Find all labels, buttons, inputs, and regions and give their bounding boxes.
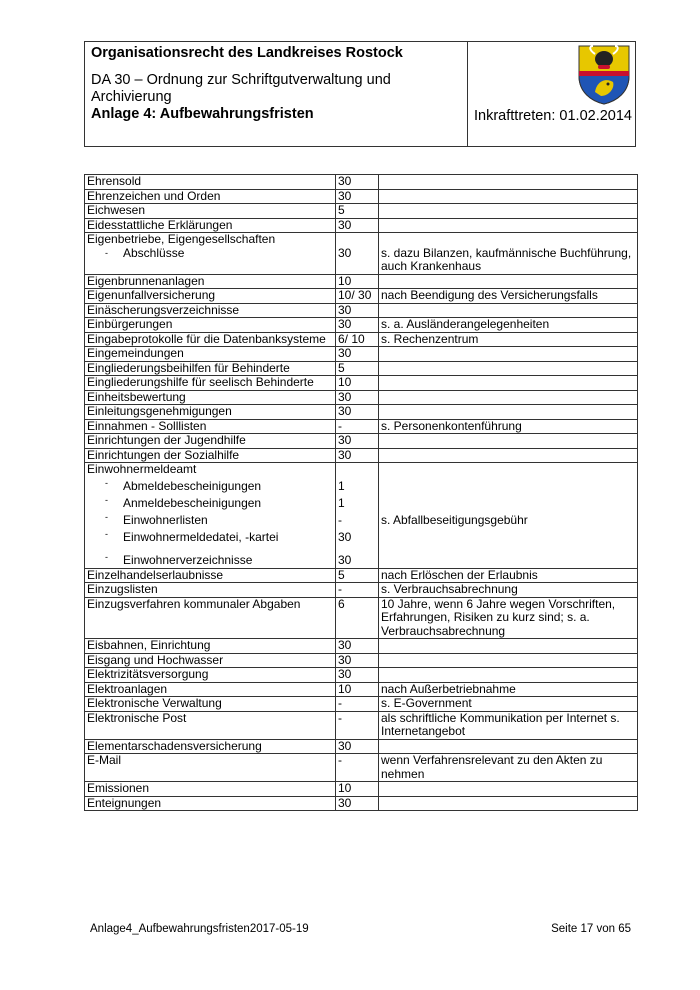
record-name: Einrichtungen der Sozialhilfe	[85, 448, 336, 463]
record-name: Elektronische Verwaltung	[85, 697, 336, 712]
sub-record-note: s. dazu Bilanzen, kaufmännische Buchführung, auch Krankenhaus	[381, 245, 632, 273]
record-note: als schriftliche Kommunikation per Internet s. Internetangebot	[379, 711, 638, 739]
retention-period: 5	[336, 568, 379, 583]
record-note	[379, 361, 638, 376]
table-row	[85, 189, 638, 204]
record-name: Elektronische Post	[85, 711, 336, 739]
table-row	[85, 697, 638, 712]
table-row	[85, 434, 638, 449]
record-name: Einäscherungsverzeichnisse	[85, 303, 336, 318]
retention-period: -	[336, 711, 379, 739]
sub-record-name: - Einwohnermeldedatei, -kartei	[87, 528, 333, 545]
table-row	[85, 332, 638, 347]
retention-period: -	[336, 697, 379, 712]
header-divider	[467, 42, 468, 146]
sub-record-name: - Abschlüsse	[87, 247, 333, 261]
record-name: Eingliederungshilfe für seelisch Behinderte	[85, 376, 336, 391]
retention-table	[84, 174, 638, 811]
record-note	[379, 390, 638, 405]
sub-retention-period: 30	[338, 529, 352, 544]
record-note: nach Beendigung des Versicherungsfalls	[379, 289, 638, 304]
retention-period: 30	[336, 668, 379, 683]
record-name: Elektroanlagen	[85, 682, 336, 697]
record-note	[379, 782, 638, 797]
retention-period: 10	[336, 274, 379, 289]
retention-period: 10	[336, 782, 379, 797]
retention-period: 30	[336, 189, 379, 204]
table-row	[85, 274, 638, 289]
record-note	[379, 434, 638, 449]
record-note	[379, 274, 638, 289]
record-note	[379, 204, 638, 219]
header-subtitle: DA 30 – Ordnung zur Schriftgutverwaltung und Archivierung	[91, 72, 391, 105]
retention-period: 30	[336, 390, 379, 405]
record-note-group	[379, 233, 638, 275]
footer-filename: Anlage4_Aufbewahrungsfristen2017-05-19	[90, 923, 309, 935]
sub-retention-period: 1	[338, 478, 345, 493]
record-name: Einzugsverfahren kommunaler Abgaben	[85, 597, 336, 639]
table-row	[85, 653, 638, 668]
sub-retention-period: 1	[338, 495, 345, 510]
record-note: nach Erlöschen der Erlaubnis	[379, 568, 638, 583]
retention-period: 30	[336, 347, 379, 362]
retention-period-group	[336, 233, 379, 275]
record-note: nach Außerbetriebnahme	[379, 682, 638, 697]
record-name: Einzugslisten	[85, 583, 336, 598]
retention-period: 30	[336, 303, 379, 318]
table-row	[85, 347, 638, 362]
retention-period-group	[336, 463, 379, 569]
table-row	[85, 390, 638, 405]
sub-retention-period: 30	[338, 552, 352, 567]
sub-record-name: - Abmeldebescheinigungen	[87, 477, 333, 494]
table-row	[85, 204, 638, 219]
table-row	[85, 568, 638, 583]
record-note: s. Verbrauchsabrechnung	[379, 583, 638, 598]
record-note	[379, 347, 638, 362]
record-name: Emissionen	[85, 782, 336, 797]
record-name: Eingabeprotokolle für die Datenbanksysteme	[85, 332, 336, 347]
record-group-title: Eigenbetriebe, Eigengesellschaften	[87, 232, 276, 246]
table-row	[85, 668, 638, 683]
record-name: Einnahmen - Solllisten	[85, 419, 336, 434]
retention-period: 30	[336, 434, 379, 449]
record-name: Elementarschadensversicherung	[85, 739, 336, 754]
table-row	[85, 639, 638, 654]
record-note-group	[379, 463, 638, 569]
record-note	[379, 405, 638, 420]
table-row	[85, 318, 638, 333]
record-name: Eidesstattliche Erklärungen	[85, 218, 336, 233]
record-note	[379, 796, 638, 811]
record-note	[379, 175, 638, 190]
retention-period: 5	[336, 204, 379, 219]
record-name: Eigenunfallversicherung	[85, 289, 336, 304]
record-name: Ehrenzeichen und Orden	[85, 189, 336, 204]
sub-record-note	[381, 551, 635, 568]
sub-record-name: - Anmeldebescheinigungen	[87, 494, 333, 511]
table-row	[85, 405, 638, 420]
retention-period: 30	[336, 796, 379, 811]
header-title: Organisationsrecht des Landkreises Rostock	[91, 45, 403, 61]
retention-period: 5	[336, 361, 379, 376]
record-note	[379, 639, 638, 654]
sub-retention-period: 30	[338, 245, 352, 260]
record-note	[379, 448, 638, 463]
record-group	[85, 463, 336, 569]
record-name: Eichwesen	[85, 204, 336, 219]
header-effective-date: Inkrafttreten: 01.02.2014	[474, 108, 632, 124]
record-note	[379, 303, 638, 318]
sub-record-name: - Einwohnerlisten	[87, 511, 333, 528]
record-name: Eigenbrunnenanlagen	[85, 274, 336, 289]
record-name: Eingemeindungen	[85, 347, 336, 362]
record-note	[379, 653, 638, 668]
record-note	[379, 189, 638, 204]
table-row	[85, 361, 638, 376]
record-group	[85, 233, 336, 275]
table-row	[85, 419, 638, 434]
record-note: s. Rechenzentrum	[379, 332, 638, 347]
record-note	[379, 218, 638, 233]
record-name: E-Mail	[85, 754, 336, 782]
record-name: Elektrizitätsversorgung	[85, 668, 336, 683]
table-row	[85, 739, 638, 754]
document-header	[84, 41, 636, 147]
sub-record-name: - Einwohnerverzeichnisse	[87, 551, 333, 568]
table-row	[85, 289, 638, 304]
sub-record-note	[381, 494, 635, 511]
retention-period: 30	[336, 653, 379, 668]
table-row	[85, 303, 638, 318]
record-name: Eisbahnen, Einrichtung	[85, 639, 336, 654]
retention-period: 30	[336, 739, 379, 754]
retention-period: 30	[336, 639, 379, 654]
coat-of-arms-icon	[577, 44, 631, 106]
table-row	[85, 711, 638, 739]
retention-period: 10	[336, 376, 379, 391]
record-note: wenn Verfahrensrelevant zu den Akten zu nehmen	[379, 754, 638, 782]
record-name: Eingliederungsbeihilfen für Behinderte	[85, 361, 336, 376]
retention-period: 10	[336, 682, 379, 697]
record-note: 10 Jahre, wenn 6 Jahre wegen Vorschriften, Erfahrungen, Risiken zu kurz sind; s. a. Verbrauchsabrechnung	[379, 597, 638, 639]
record-note	[379, 376, 638, 391]
sub-record-note	[381, 477, 635, 494]
record-name: Einrichtungen der Jugendhilfe	[85, 434, 336, 449]
record-group-title: Einwohnermeldeamt	[87, 462, 197, 476]
table-row	[85, 376, 638, 391]
retention-period: 10/ 30	[336, 289, 379, 304]
footer-page-number: Seite 17 von 65	[551, 923, 631, 935]
record-note: s. E-Government	[379, 697, 638, 712]
retention-period: 6/ 10	[336, 332, 379, 347]
record-name: Ehrensold	[85, 175, 336, 190]
record-name: Eisgang und Hochwasser	[85, 653, 336, 668]
record-name: Einzelhandelserlaubnisse	[85, 568, 336, 583]
header-annex: Anlage 4: Aufbewahrungsfristen	[91, 106, 314, 122]
record-note	[379, 739, 638, 754]
record-name: Einbürgerungen	[85, 318, 336, 333]
table-row	[85, 218, 638, 233]
sub-retention-period: -	[338, 512, 342, 527]
record-note	[379, 668, 638, 683]
record-name: Einheitsbewertung	[85, 390, 336, 405]
sub-record-note: s. Abfallbeseitigungsgebühr	[381, 512, 528, 527]
retention-period: 30	[336, 318, 379, 333]
table-row	[85, 583, 638, 598]
retention-period: 30	[336, 448, 379, 463]
retention-period: 6	[336, 597, 379, 639]
retention-period: 30	[336, 175, 379, 190]
retention-period: 30	[336, 218, 379, 233]
table-row	[85, 597, 638, 639]
table-row	[85, 682, 638, 697]
retention-period: -	[336, 583, 379, 598]
retention-period: -	[336, 754, 379, 782]
table-row	[85, 233, 638, 275]
table-row	[85, 175, 638, 190]
retention-period: 30	[336, 405, 379, 420]
sub-record-note	[381, 528, 635, 545]
table-row	[85, 796, 638, 811]
record-name: Enteignungen	[85, 796, 336, 811]
table-row	[85, 754, 638, 782]
record-note: s. a. Ausländerangelegenheiten	[379, 318, 638, 333]
table-row	[85, 448, 638, 463]
record-name: Einleitungsgenehmigungen	[85, 405, 336, 420]
record-note: s. Personenkontenführung	[379, 419, 638, 434]
retention-period: -	[336, 419, 379, 434]
table-row	[85, 463, 638, 569]
table-row	[85, 782, 638, 797]
